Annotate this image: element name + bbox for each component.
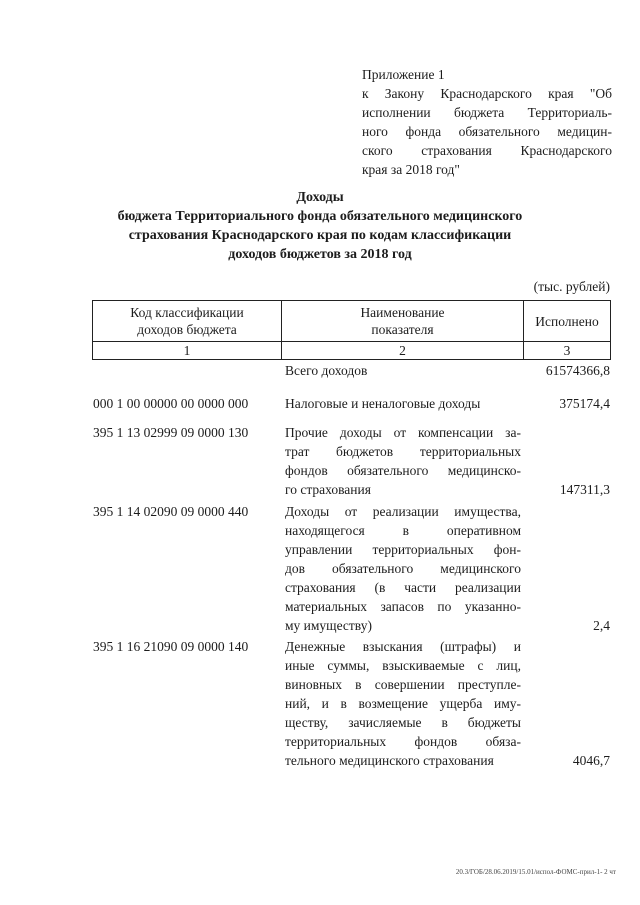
- footer-note: 20.3/ГОБ/28.06.2019/15.01/испол-ФОМС-прил-1- 2 чт: [455, 868, 616, 876]
- row-value: 61574366,8: [545, 363, 610, 378]
- appendix-line: края за 2018 год": [362, 162, 460, 177]
- appendix-line: ского страхования Краснодарского: [362, 143, 612, 158]
- header-code-line: Код классификации: [130, 305, 244, 320]
- header-value-line: Исполнено: [535, 313, 599, 329]
- row-name: [285, 502, 521, 635]
- row-name-line: управлении территориальных фон-: [285, 542, 521, 557]
- row-value: 2,4: [593, 618, 610, 633]
- column-number: 1: [93, 342, 282, 360]
- header-value: [524, 301, 611, 342]
- row-name-line: территориальных фондов обяза-: [285, 734, 521, 749]
- row-value: 147311,3: [559, 482, 610, 497]
- units-label: (тыс. рублей): [533, 279, 610, 294]
- title-line: бюджета Территориального фонда обязательного медицинского: [117, 209, 523, 224]
- column-number: 3: [524, 342, 611, 360]
- row-name-line: ществу, зачисляемые в бюджеты: [285, 715, 521, 730]
- header-code: [93, 301, 282, 342]
- row-name-line: Прочие доходы от компенсации за-: [285, 425, 521, 440]
- header-name: [282, 301, 524, 342]
- title-line: страхования Краснодарского края по кодам классификации: [128, 228, 512, 243]
- appendix-line: Приложение 1: [362, 67, 445, 82]
- table-row: [0, 502, 640, 637]
- row-name-line: материальных запасов по указанно-: [285, 599, 521, 614]
- title-line: Доходы: [296, 190, 344, 205]
- title-line: доходов бюджетов за 2018 год: [228, 247, 412, 262]
- header-name-line: Наименование: [360, 305, 445, 320]
- table-header: [92, 300, 611, 360]
- row-name-line: Всего доходов: [285, 363, 368, 378]
- appendix-line: исполнении бюджета Территориаль-: [362, 105, 612, 120]
- row-name-line: фондов обязательного медицинско-: [285, 463, 521, 478]
- row-name: [285, 361, 521, 380]
- appendix-line: к Закону Краснодарского края "Об: [362, 86, 612, 101]
- row-code: 395 1 14 02090 09 0000 440: [93, 504, 249, 519]
- row-name-line: дов обязательного медицинского: [285, 561, 521, 576]
- row-name-line: иные суммы, взыскиваемые с лиц,: [285, 658, 521, 673]
- row-name-line: тельного медицинского страхования: [285, 753, 494, 768]
- row-name: [285, 637, 521, 770]
- row-name-line: трат бюджетов территориальных: [285, 444, 521, 459]
- row-name: [285, 423, 521, 499]
- appendix-line: ного фонда обязательного медицин-: [362, 124, 612, 139]
- appendix-note: [362, 65, 612, 179]
- row-value: 4046,7: [572, 753, 610, 768]
- row-name-line: Доходы от реализации имущества,: [285, 504, 521, 519]
- table-row: [0, 423, 640, 503]
- document-title: [40, 188, 600, 264]
- row-value: 375174,4: [559, 396, 610, 411]
- row-name-line: ний, и в возмещение ущерба иму-: [285, 696, 521, 711]
- table-row: [0, 637, 640, 772]
- row-code: 000 1 00 00000 00 0000 000: [93, 396, 249, 411]
- header-name-line: показателя: [371, 322, 434, 337]
- row-name-line: го страхования: [285, 482, 371, 497]
- row-name-line: виновных в совершении преступле-: [285, 677, 521, 692]
- row-name-line: страхования (в части реализации: [285, 580, 521, 595]
- column-number: 2: [282, 342, 524, 360]
- row-name-line: Налоговые и неналоговые доходы: [285, 396, 481, 411]
- row-name: [285, 394, 521, 413]
- header-code-line: доходов бюджета: [137, 322, 237, 337]
- row-code: 395 1 13 02999 09 0000 130: [93, 425, 249, 440]
- row-code: 395 1 16 21090 09 0000 140: [93, 639, 249, 654]
- row-name-line: му имуществу): [285, 618, 372, 633]
- row-name-line: Денежные взыскания (штрафы) и: [285, 639, 521, 654]
- row-name-line: находящегося в оперативном: [285, 523, 521, 538]
